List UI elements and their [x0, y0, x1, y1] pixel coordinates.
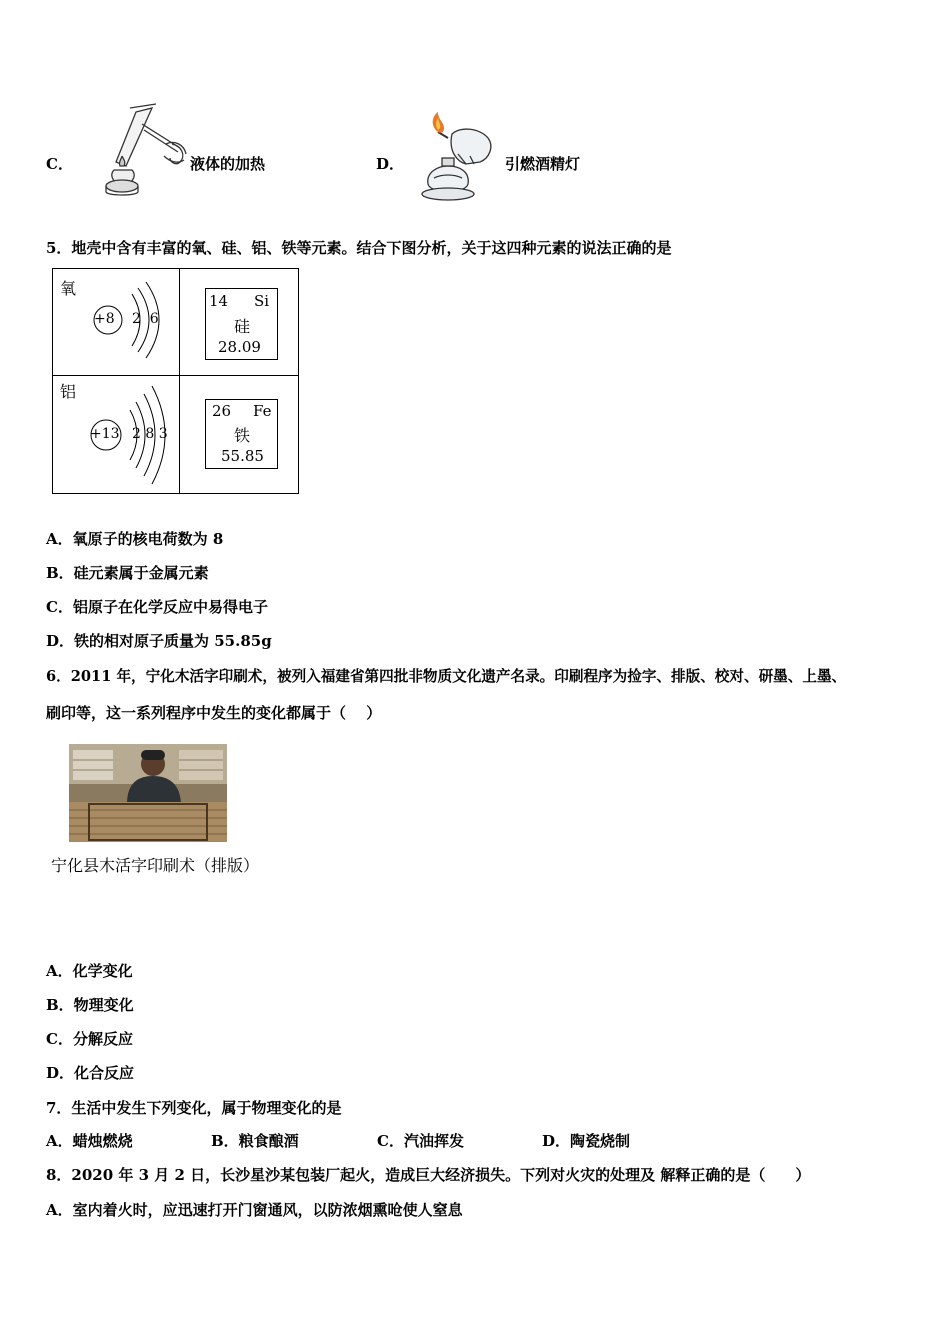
iron-name: 铁	[234, 426, 251, 445]
oxygen-nucleus: +8	[94, 311, 115, 327]
question-8-stem: 8．2020 年 3 月 2 日，长沙星沙某包装厂起火，造成巨大经济损失。下列对火灾的处理及 解释正确的是（ ）	[46, 1166, 811, 1184]
q8-option-a: A．室内着火时，应迅速打开门窗通风，以防浓烟熏呛使人窒息	[46, 1201, 463, 1219]
option-d-letter: D．	[376, 155, 405, 173]
aluminum-label: 铝	[60, 382, 77, 401]
iron-symbol: Fe	[253, 402, 272, 420]
silicon-symbol: Si	[254, 292, 270, 310]
q7-option-b: B．粮食酿酒	[211, 1132, 299, 1150]
q6-option-d: D．化合反应	[46, 1064, 135, 1082]
q5-option-c: C．铝原子在化学反应中易得电子	[46, 598, 268, 616]
option-d-text: 引燃酒精灯	[505, 155, 581, 173]
silicon-number: 14	[209, 292, 229, 310]
option-c-text: 液体的加热	[190, 155, 266, 173]
option-c-letter: C．	[46, 155, 73, 173]
element-info-table	[52, 268, 299, 494]
ignite-alcohol-lamp-illustration	[408, 112, 504, 204]
question-7-stem: 7．生活中发生下列变化，属于物理变化的是	[46, 1099, 342, 1117]
question-6-stem-line2: 刷印等，这一系列程序中发生的变化都属于（ ）	[46, 704, 382, 722]
question-5-stem: 5．地壳中含有丰富的氧、硅、铝、铁等元素。结合下图分析，关于这四种元素的说法正确的是	[46, 239, 672, 257]
aluminum-shells: 2 8 3	[132, 426, 168, 442]
silicon-name: 硅	[234, 317, 251, 336]
oxygen-label: 氧	[60, 279, 77, 298]
liquid-heating-illustration	[86, 100, 190, 200]
q7-option-d: D．陶瓷烧制	[542, 1132, 631, 1150]
q7-option-c: C．汽油挥发	[377, 1132, 464, 1150]
aluminum-nucleus: +13	[90, 426, 120, 442]
silicon-mass: 28.09	[218, 338, 261, 356]
oxygen-shells: 2 6	[132, 311, 159, 327]
q6-option-c: C．分解反应	[46, 1030, 133, 1048]
photo-caption: 宁化县木活字印刷术（排版）	[51, 856, 260, 875]
iron-number: 26	[212, 402, 232, 420]
question-6-stem-line1: 6．2011 年，宁化木活字印刷术，被列入福建省第四批非物质文化遗产名录。印刷程序为捡字、排版、校对、研墨、上墨、	[46, 668, 847, 685]
q5-option-d: D．铁的相对原子质量为 55.85g	[46, 632, 272, 650]
movable-type-printing-photo	[69, 744, 227, 842]
q5-option-a: A．氧原子的核电荷数为 8	[46, 530, 224, 548]
q7-option-a: A．蜡烛燃烧	[46, 1132, 133, 1150]
q6-option-b: B．物理变化	[46, 996, 134, 1014]
iron-mass: 55.85	[221, 447, 264, 465]
q6-option-a: A．化学变化	[46, 962, 133, 980]
q5-option-b: B．硅元素属于金属元素	[46, 564, 209, 582]
